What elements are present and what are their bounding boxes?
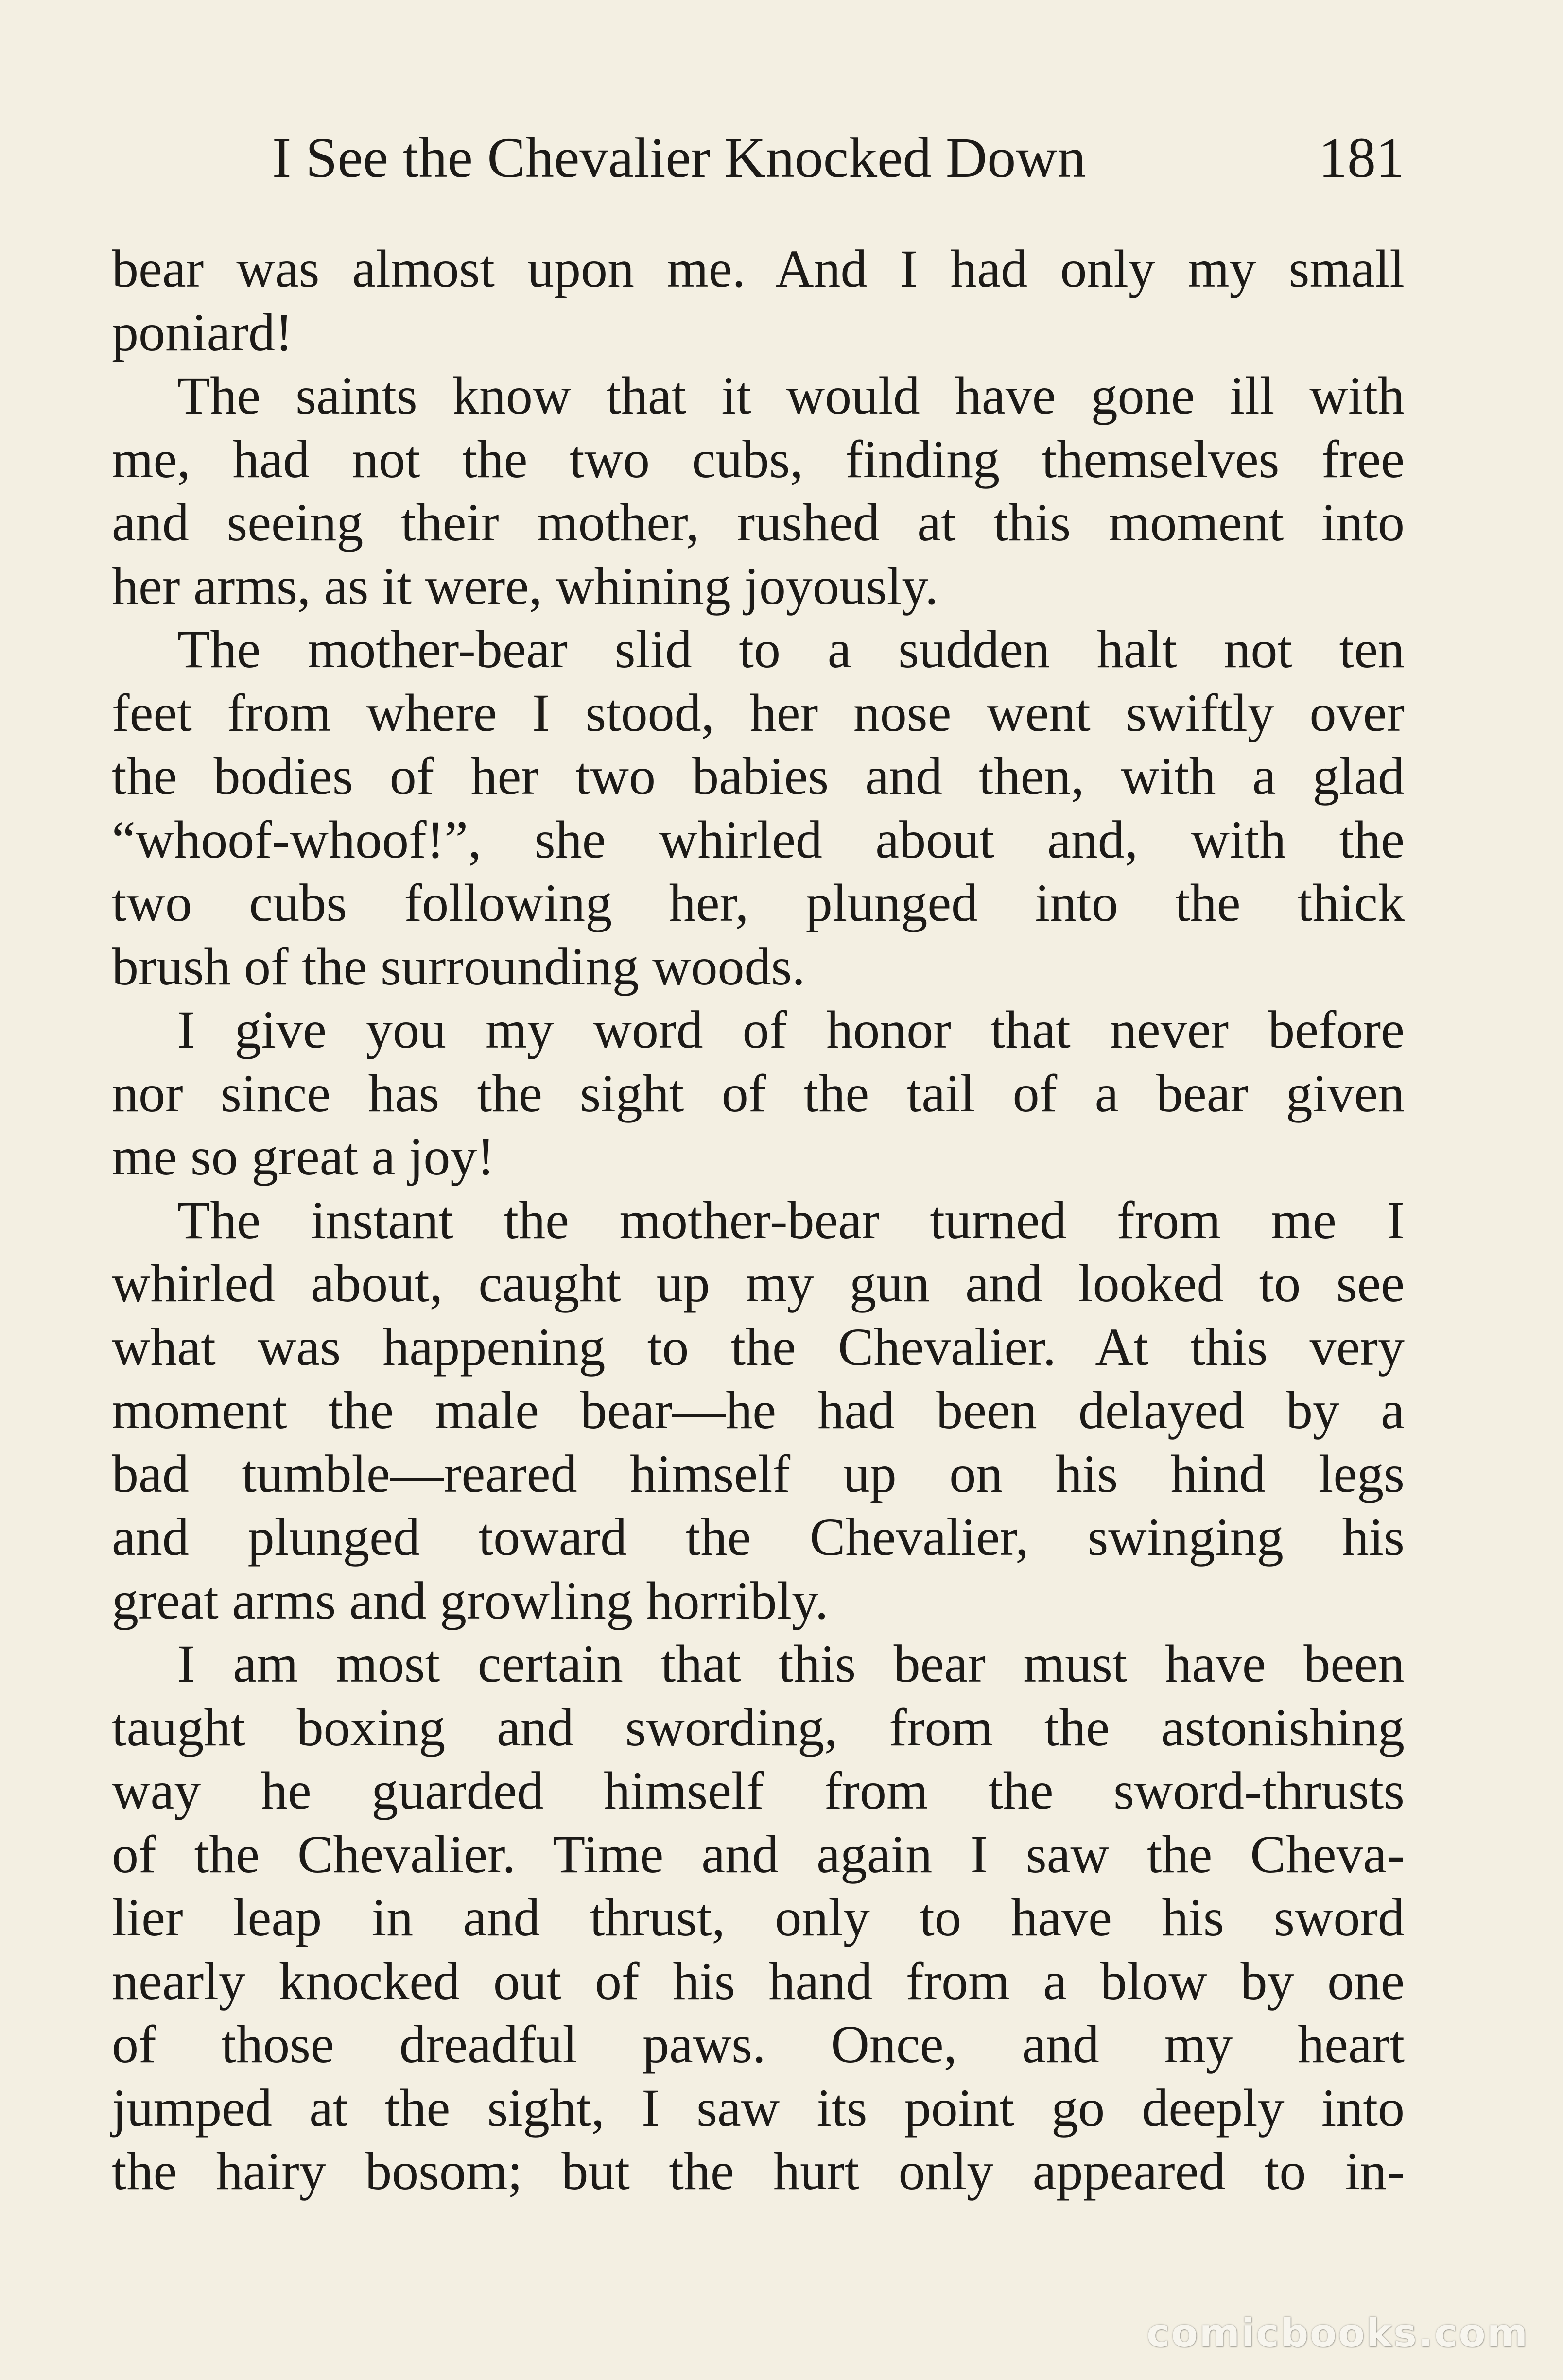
text-line: whirled about, caught up my gun and looked to see [112, 1254, 1405, 1313]
body-text [112, 237, 1405, 2203]
text-line: and plunged toward the Chevalier, swinging his [112, 1507, 1405, 1567]
page-number: 181 [1319, 126, 1405, 190]
running-title: I See the Chevalier Knocked Down [272, 126, 1086, 190]
text-line: The saints know that it would have gone ill with [177, 366, 1405, 425]
text-line: feet from where I stood, her nose went swiftly over [112, 683, 1405, 742]
text-line: “whoof-whoof!”, she whirled about and, with the [112, 810, 1405, 869]
text-line: the hairy bosom; but the hurt only appeared to in- [112, 2141, 1405, 2201]
text-line: what was happening to the Chevalier. At this very [112, 1317, 1405, 1377]
text-line: I give you my word of honor that never before [177, 1000, 1405, 1059]
text-line: way he guarded himself from the sword-thrusts [112, 1761, 1405, 1820]
text-line: of those dreadful paws. Once, and my heart [112, 2015, 1405, 2074]
text-line: her arms, as it were, whining joyously. [112, 556, 938, 616]
text-line: nearly knocked out of his hand from a blow by one [112, 1951, 1405, 2011]
text-line: moment the male bear—he had been delayed by a [112, 1380, 1405, 1440]
running-head [112, 117, 1405, 199]
text-line: me, had not the two cubs, finding themselves free [112, 429, 1405, 489]
text-line: nor since has the sight of the tail of a bear given [112, 1063, 1405, 1123]
text-line: taught boxing and swording, from the astonishing [112, 1697, 1405, 1757]
text-line: of the Chevalier. Time and again I saw the Cheva- [112, 1824, 1405, 1884]
text-line: The mother-bear slid to a sudden halt not ten [177, 620, 1405, 679]
text-line: two cubs following her, plunged into the thick [112, 873, 1405, 932]
watermark: comicbooks.com [1146, 2311, 1529, 2356]
text-line: The instant the mother-bear turned from me I [177, 1190, 1405, 1250]
text-line: poniard! [112, 302, 293, 362]
text-line: and seeing their mother, rushed at this moment into [112, 493, 1405, 552]
text-line: me so great a joy! [112, 1127, 495, 1186]
text-line: bear was almost upon me. And I had only my small [112, 239, 1405, 298]
text-line: the bodies of her two babies and then, with a glad [112, 746, 1405, 806]
text-line: jumped at the sight, I saw its point go deeply into [112, 2078, 1405, 2138]
text-line: bad tumble—reared himself up on his hind legs [112, 1444, 1405, 1503]
text-line: I am most certain that this bear must have been [177, 1634, 1405, 1693]
text-line: brush of the surrounding woods. [112, 936, 805, 996]
text-line: great arms and growling horribly. [112, 1570, 829, 1630]
text-line: lier leap in and thrust, only to have his sword [112, 1888, 1405, 1947]
